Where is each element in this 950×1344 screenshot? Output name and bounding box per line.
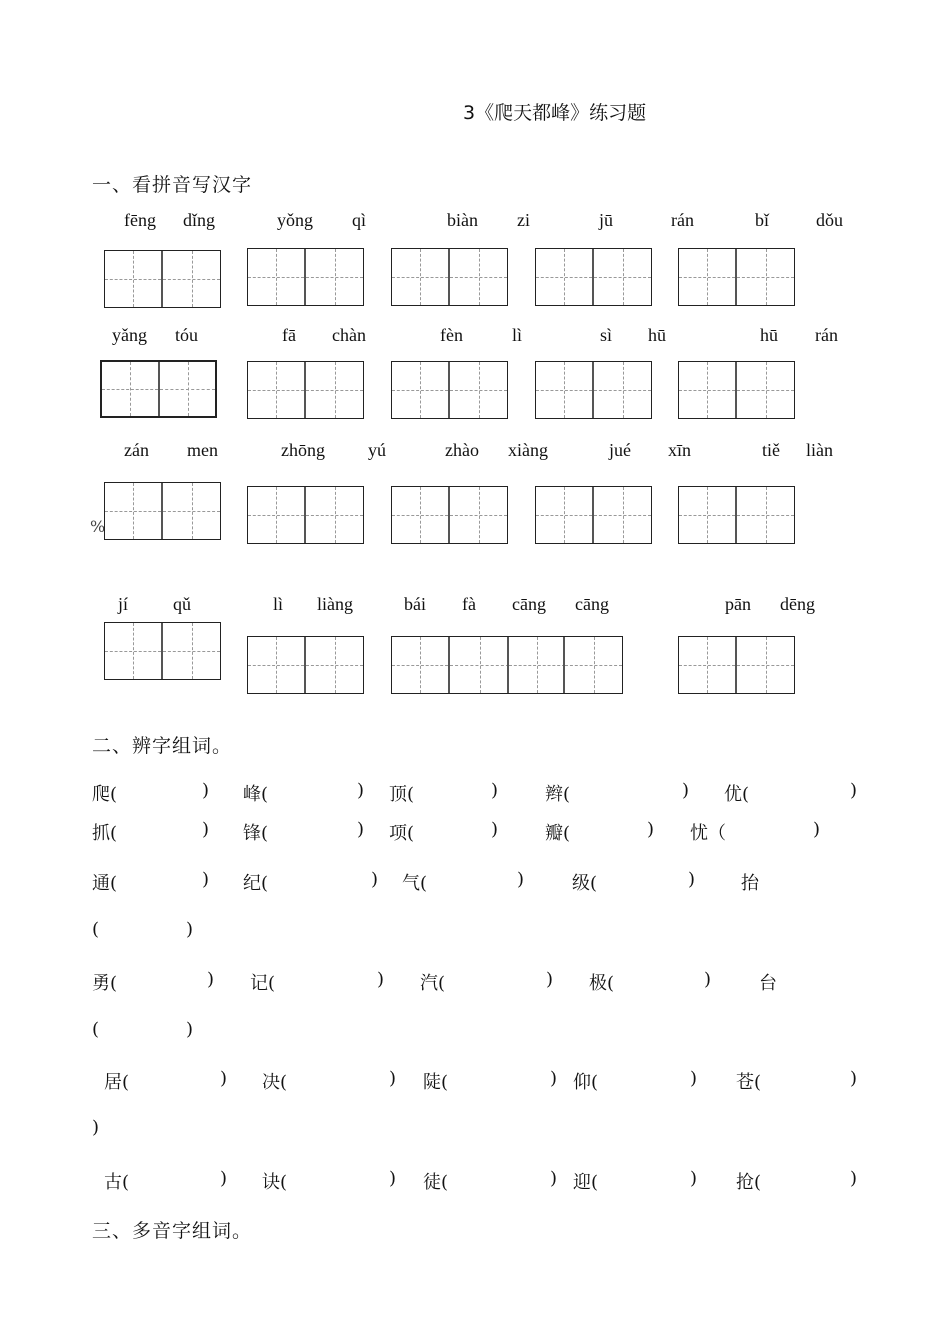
dash-guide bbox=[160, 389, 215, 390]
pinyin: sì bbox=[600, 325, 613, 345]
word-blank-open: 居( bbox=[104, 1072, 130, 1093]
dash-guide bbox=[737, 665, 794, 666]
pinyin: xīn bbox=[668, 440, 692, 460]
dash-guide bbox=[163, 511, 220, 512]
word-blank-open: 抢( bbox=[736, 1172, 762, 1193]
dash-guide bbox=[163, 651, 220, 652]
pinyin: dǐng bbox=[183, 210, 216, 230]
pinyin: men bbox=[187, 440, 218, 460]
dash-guide bbox=[248, 665, 304, 666]
dash-guide bbox=[565, 665, 622, 666]
word-blank-open: 诀( bbox=[262, 1172, 288, 1193]
pinyin: yú bbox=[368, 440, 386, 460]
writing-grid-4[interactable] bbox=[391, 636, 623, 694]
section3-heading: 三、多音字组词。 bbox=[92, 1220, 253, 1242]
pinyin: rán bbox=[671, 210, 694, 230]
writing-grid[interactable] bbox=[678, 636, 795, 694]
grid-cell bbox=[161, 623, 220, 679]
writing-grid[interactable] bbox=[104, 250, 221, 308]
page-title: 3《爬天都峰》练习题 bbox=[463, 102, 647, 124]
pinyin: liàng bbox=[317, 594, 353, 614]
grid-cell bbox=[592, 487, 651, 543]
dash-guide bbox=[163, 279, 220, 280]
word-blank-close: ) bbox=[546, 969, 554, 990]
word-blank-close: ) bbox=[647, 819, 655, 840]
word-blank-open: 忧（ bbox=[690, 823, 726, 844]
grid-cell bbox=[248, 637, 304, 693]
word-blank-close: ) bbox=[371, 869, 379, 890]
word-blank-close: ) bbox=[389, 1168, 397, 1189]
word-blank-close: ) bbox=[688, 869, 696, 890]
dash-guide bbox=[306, 515, 363, 516]
dash-guide bbox=[306, 277, 363, 278]
word-blank-open: 锋( bbox=[243, 823, 269, 844]
dash-guide bbox=[105, 511, 161, 512]
writing-grid[interactable] bbox=[535, 486, 652, 544]
word-blank-open: 极( bbox=[589, 973, 615, 994]
word-blank-close: ) bbox=[550, 1068, 558, 1089]
pinyin: bǐ bbox=[755, 210, 770, 230]
word-blank-open: 仰( bbox=[573, 1072, 599, 1093]
dash-guide bbox=[248, 515, 304, 516]
word-blank-close: ) bbox=[704, 969, 712, 990]
dash-guide bbox=[306, 390, 363, 391]
pinyin: dēng bbox=[780, 594, 815, 614]
word-blank-close: ) bbox=[682, 780, 690, 801]
dash-guide bbox=[737, 277, 794, 278]
pinyin: xiàng bbox=[508, 440, 548, 460]
word-blank-open: 勇( bbox=[92, 973, 118, 994]
stray-mark: % bbox=[90, 517, 106, 536]
word-blank-open: 决( bbox=[262, 1072, 288, 1093]
pinyin: zhōng bbox=[281, 440, 325, 460]
pinyin: fèn bbox=[440, 325, 463, 345]
pinyin: yǒng bbox=[277, 210, 313, 230]
pinyin: fā bbox=[282, 325, 296, 345]
grid-cell bbox=[536, 362, 592, 418]
word-blank-open: ( bbox=[92, 1019, 100, 1040]
word-blank-open: 古( bbox=[104, 1172, 130, 1193]
dash-guide bbox=[594, 277, 651, 278]
word-blank-close: ) bbox=[690, 1168, 698, 1189]
grid-cell bbox=[536, 249, 592, 305]
writing-grid[interactable] bbox=[535, 248, 652, 306]
word-blank-open: 徒( bbox=[423, 1172, 449, 1193]
pinyin: biàn bbox=[447, 210, 478, 230]
dash-guide bbox=[679, 277, 735, 278]
word-blank-open: 苍( bbox=[736, 1072, 762, 1093]
dash-guide bbox=[102, 389, 158, 390]
pinyin: qǔ bbox=[173, 594, 191, 614]
word-blank-close: ) bbox=[207, 969, 215, 990]
dash-guide bbox=[509, 665, 565, 666]
pinyin: cāng bbox=[512, 594, 546, 614]
section1-heading: 一、看拼音写汉字 bbox=[92, 174, 253, 196]
writing-grid[interactable] bbox=[104, 482, 221, 540]
dash-guide bbox=[679, 665, 735, 666]
word-blank-open: 瓣( bbox=[545, 823, 571, 844]
word-blank-close: ) bbox=[357, 819, 365, 840]
dash-guide bbox=[679, 515, 735, 516]
word-blank-open: 记( bbox=[250, 973, 276, 994]
pinyin: fà bbox=[462, 594, 476, 614]
dash-guide bbox=[737, 390, 794, 391]
writing-grid[interactable] bbox=[247, 248, 364, 306]
pinyin: fēng bbox=[124, 210, 156, 230]
grid-cell bbox=[448, 487, 507, 543]
word-blank-close: ) bbox=[389, 1068, 397, 1089]
pinyin: lì bbox=[512, 325, 523, 345]
word-blank-open: 气( bbox=[402, 873, 428, 894]
word-blank-close: ) bbox=[202, 780, 210, 801]
dash-guide bbox=[392, 665, 448, 666]
pinyin: rán bbox=[815, 325, 838, 345]
grid-cell bbox=[507, 637, 565, 693]
word-blank-close: ) bbox=[220, 1168, 228, 1189]
word-blank-open: 陡( bbox=[423, 1072, 449, 1093]
word-char: 台 bbox=[759, 973, 777, 994]
writing-grid[interactable] bbox=[535, 361, 652, 419]
writing-grid[interactable] bbox=[247, 486, 364, 544]
grid-cell bbox=[592, 249, 651, 305]
dash-guide bbox=[392, 515, 448, 516]
dash-guide bbox=[594, 390, 651, 391]
word-blank-close: ) bbox=[491, 780, 499, 801]
word-blank-close: ) bbox=[491, 819, 499, 840]
word-blank-open: 级( bbox=[572, 873, 598, 894]
grid-cell bbox=[105, 251, 161, 307]
pinyin: hū bbox=[760, 325, 778, 345]
word-char: 抬 bbox=[741, 873, 759, 894]
grid-cell bbox=[161, 251, 220, 307]
dash-guide bbox=[536, 277, 592, 278]
word-blank-open: 汽( bbox=[420, 973, 446, 994]
word-blank-open: 迎( bbox=[573, 1172, 599, 1193]
dash-guide bbox=[450, 515, 507, 516]
word-blank-close: ) bbox=[850, 1068, 858, 1089]
word-blank-open: 辫( bbox=[545, 784, 571, 805]
grid-cell bbox=[105, 623, 161, 679]
pinyin: yǎng bbox=[112, 325, 147, 345]
writing-grid[interactable] bbox=[678, 248, 795, 306]
grid-cell bbox=[592, 362, 651, 418]
grid-cell bbox=[679, 637, 735, 693]
grid-cell bbox=[679, 249, 735, 305]
word-blank-close: ) bbox=[517, 869, 525, 890]
grid-cell bbox=[392, 487, 448, 543]
word-blank-open: 纪( bbox=[243, 873, 269, 894]
grid-cell bbox=[161, 483, 220, 539]
word-blank-close: ) bbox=[377, 969, 385, 990]
pinyin: bái bbox=[404, 594, 426, 614]
writing-grid[interactable] bbox=[678, 486, 795, 544]
word-blank-close: ) bbox=[186, 1019, 194, 1040]
writing-grid[interactable] bbox=[247, 361, 364, 419]
writing-grid[interactable] bbox=[391, 248, 508, 306]
word-blank-close: ) bbox=[202, 869, 210, 890]
grid-cell bbox=[392, 362, 448, 418]
pinyin: tiě bbox=[762, 440, 780, 460]
word-blank-close: ) bbox=[220, 1068, 228, 1089]
dash-guide bbox=[536, 515, 592, 516]
writing-grid[interactable] bbox=[100, 360, 217, 418]
word-blank-close: ) bbox=[850, 1168, 858, 1189]
dash-guide bbox=[594, 515, 651, 516]
grid-cell bbox=[158, 362, 215, 416]
pinyin: zi bbox=[517, 210, 530, 230]
word-blank-open: 峰( bbox=[243, 784, 269, 805]
grid-cell bbox=[102, 362, 158, 416]
pinyin: liàn bbox=[806, 440, 833, 460]
dash-guide bbox=[306, 665, 363, 666]
section2-heading: 二、辨字组词。 bbox=[92, 735, 233, 757]
pinyin: tóu bbox=[175, 325, 199, 345]
pinyin: jū bbox=[599, 210, 614, 230]
writing-grid[interactable] bbox=[104, 622, 221, 680]
grid-cell bbox=[448, 362, 507, 418]
grid-cell bbox=[563, 637, 622, 693]
pinyin: cāng bbox=[575, 594, 609, 614]
dash-guide bbox=[737, 515, 794, 516]
word-blank-close: ) bbox=[550, 1168, 558, 1189]
writing-grid[interactable] bbox=[391, 486, 508, 544]
grid-cell bbox=[448, 637, 509, 693]
word-blank-close: ) bbox=[92, 1117, 100, 1138]
grid-cell bbox=[304, 249, 363, 305]
dash-guide bbox=[248, 390, 304, 391]
writing-grid[interactable] bbox=[247, 636, 364, 694]
pinyin: pān bbox=[725, 594, 751, 614]
grid-cell bbox=[248, 362, 304, 418]
word-blank-close: ) bbox=[850, 780, 858, 801]
grid-cell bbox=[304, 362, 363, 418]
word-blank-open: 顶( bbox=[389, 784, 415, 805]
dash-guide bbox=[392, 277, 448, 278]
pinyin: qì bbox=[352, 210, 367, 230]
word-blank-close: ) bbox=[690, 1068, 698, 1089]
pinyin: zán bbox=[124, 440, 149, 460]
dash-guide bbox=[450, 390, 507, 391]
grid-cell bbox=[105, 483, 161, 539]
dash-guide bbox=[105, 651, 161, 652]
grid-cell bbox=[248, 487, 304, 543]
grid-cell bbox=[248, 249, 304, 305]
word-blank-open: ( bbox=[92, 919, 100, 940]
dash-guide bbox=[105, 279, 161, 280]
pinyin: jué bbox=[609, 440, 631, 460]
grid-cell bbox=[536, 487, 592, 543]
grid-cell bbox=[304, 637, 363, 693]
pinyin: chàn bbox=[332, 325, 366, 345]
grid-cell bbox=[679, 487, 735, 543]
word-blank-close: ) bbox=[357, 780, 365, 801]
word-blank-open: 抓( bbox=[92, 823, 118, 844]
grid-cell bbox=[392, 637, 448, 693]
dash-guide bbox=[450, 277, 507, 278]
grid-cell bbox=[735, 487, 794, 543]
dash-guide bbox=[392, 390, 448, 391]
dash-guide bbox=[536, 390, 592, 391]
grid-cell bbox=[679, 362, 735, 418]
writing-grid[interactable] bbox=[391, 361, 508, 419]
pinyin: zhào bbox=[445, 440, 479, 460]
grid-cell bbox=[448, 249, 507, 305]
word-blank-close: ) bbox=[813, 819, 821, 840]
pinyin: jí bbox=[118, 594, 129, 614]
pinyin: dǒu bbox=[816, 210, 843, 230]
word-blank-close: ) bbox=[202, 819, 210, 840]
dash-guide bbox=[679, 390, 735, 391]
pinyin: hū bbox=[648, 325, 666, 345]
grid-cell bbox=[735, 249, 794, 305]
dash-guide bbox=[450, 665, 509, 666]
dash-guide bbox=[248, 277, 304, 278]
grid-cell bbox=[304, 487, 363, 543]
writing-grid[interactable] bbox=[678, 361, 795, 419]
word-blank-open: 项( bbox=[389, 823, 415, 844]
word-blank-open: 优( bbox=[724, 784, 750, 805]
grid-cell bbox=[735, 362, 794, 418]
grid-cell bbox=[392, 249, 448, 305]
word-blank-open: 通( bbox=[92, 873, 118, 894]
pinyin: lì bbox=[273, 594, 284, 614]
word-blank-open: 爬( bbox=[92, 784, 118, 805]
word-blank-close: ) bbox=[186, 919, 194, 940]
grid-cell bbox=[735, 637, 794, 693]
